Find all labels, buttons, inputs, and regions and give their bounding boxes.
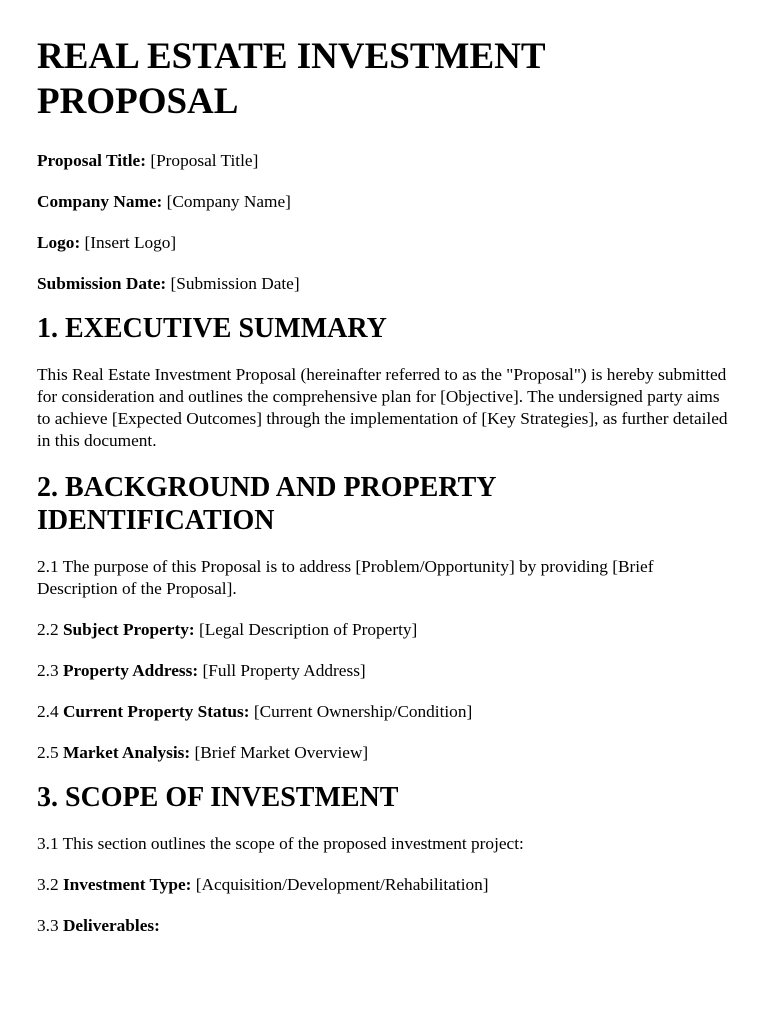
meta-value: [Submission Date]	[170, 274, 300, 293]
executive-summary-text: This Real Estate Investment Proposal (hereinafter referred to as the "Proposal") is hereby submitted for consideration and outlines the comprehensive plan for [Objective]. The undersigned party aims to achieve [Expected Outcomes] through the implementation of [Key Strategies], as further detailed in this document.	[37, 365, 728, 450]
meta-logo	[37, 232, 737, 254]
item-value: [Legal Description of Property]	[198, 620, 418, 639]
background-item-2-5	[37, 742, 737, 764]
item-number: 2.2	[37, 620, 59, 639]
item-number: 3.2	[37, 875, 59, 894]
item-label: Property Address:	[62, 661, 199, 680]
item-number: 3.3	[37, 916, 59, 935]
item-value: [Brief Market Overview]	[194, 743, 369, 762]
meta-label: Company Name:	[37, 192, 163, 211]
item-label: Current Property Status:	[62, 702, 250, 721]
scope-paragraph-3-1: 3.1 This section outlines the scope of the proposed investment project:	[37, 834, 524, 853]
meta-value: [Company Name]	[166, 192, 291, 211]
document-page	[37, 30, 737, 956]
background-item-2-3	[37, 660, 737, 682]
item-label: Deliverables:	[62, 916, 160, 935]
item-value: [Acquisition/Development/Rehabilitation]	[195, 875, 489, 894]
item-number: 2.4	[37, 702, 59, 721]
meta-company-name	[37, 191, 737, 213]
item-label: Subject Property:	[62, 620, 195, 639]
section-executive-summary	[37, 364, 737, 452]
scope-item-3-2	[37, 874, 737, 896]
meta-proposal-title	[37, 150, 737, 172]
item-label: Investment Type:	[62, 875, 192, 894]
section-heading-background: 2. BACKGROUND AND PROPERTY IDENTIFICATION	[37, 472, 496, 536]
section-background	[37, 556, 737, 764]
meta-submission-date	[37, 273, 737, 295]
document-title: REAL ESTATE INVESTMENT PROPOSAL	[37, 36, 545, 122]
section-heading-executive-summary: 1. EXECUTIVE SUMMARY	[37, 313, 387, 344]
background-item-2-4	[37, 701, 737, 723]
background-paragraph-2-1: 2.1 The purpose of this Proposal is to address [Problem/Opportunity] by providing [Brief Description of the Proposal].	[37, 557, 654, 598]
proposal-meta	[37, 150, 737, 295]
meta-label: Proposal Title:	[37, 151, 146, 170]
background-item-2-2	[37, 619, 737, 641]
meta-label: Logo:	[37, 233, 81, 252]
section-scope	[37, 833, 737, 937]
item-number: 2.5	[37, 743, 59, 762]
meta-value: [Proposal Title]	[150, 151, 259, 170]
meta-label: Submission Date:	[37, 274, 167, 293]
item-label: Market Analysis:	[62, 743, 191, 762]
item-value: [Full Property Address]	[202, 661, 366, 680]
item-number: 2.3	[37, 661, 59, 680]
meta-value: [Insert Logo]	[84, 233, 177, 252]
scope-item-3-3	[37, 915, 737, 937]
section-heading-scope: 3. SCOPE OF INVESTMENT	[37, 782, 399, 813]
item-value: [Current Ownership/Condition]	[253, 702, 473, 721]
